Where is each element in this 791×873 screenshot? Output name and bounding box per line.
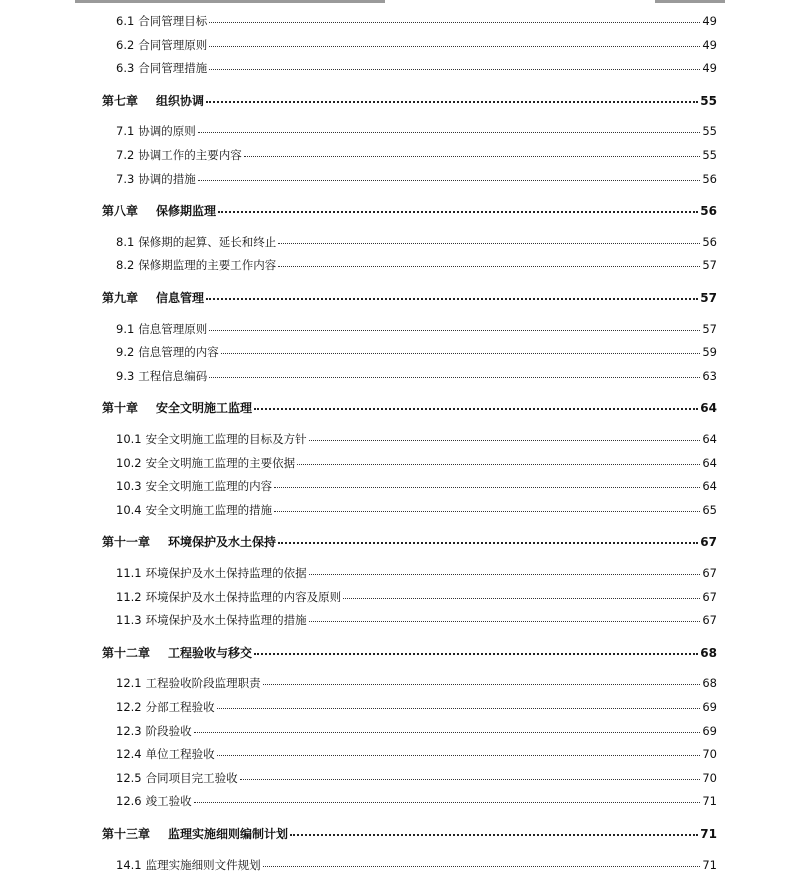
toc-section-entry[interactable] [116,455,717,471]
toc-section-entry[interactable] [116,431,717,447]
toc-entry-number: 6.2 [116,37,135,52]
toc-dot-leader [254,653,698,655]
toc-page-number: 67 [702,589,717,604]
toc-dot-leader [274,487,700,488]
toc-dot-leader [198,180,701,181]
toc-entry-title: 安全文明施工监理的内容 [145,479,273,494]
toc-page-number: 55 [702,148,717,162]
toc-entry-number: 9.1 [116,321,135,336]
toc-dot-leader [309,440,701,441]
toc-entry-number: 8.2 [116,258,135,273]
toc-page-number: 67 [702,613,717,628]
page-header-line [0,0,791,4]
toc-entry-title: 安全文明施工监理的措施 [145,502,273,517]
toc-page-number: 69 [702,700,717,714]
toc-entry-number: 12.1 [116,676,142,691]
toc-section-entry[interactable] [116,344,717,360]
toc-entry-title: 信息管理 [156,291,205,305]
toc-page-number: 67 [702,566,717,580]
toc-entry-title: 工程信息编码 [138,368,208,383]
toc-section-entry[interactable] [116,857,717,873]
toc-page-number: 68 [702,676,717,691]
toc-entry-number: 12.6 [116,794,142,809]
toc-chapter-entry[interactable] [102,533,717,550]
toc-dot-leader [206,101,698,103]
toc-page-number: 49 [702,14,717,28]
toc-page-number: 57 [702,258,717,273]
toc-section-entry[interactable] [116,147,717,163]
toc-page-number: 71 [702,857,717,872]
toc-page-number: 68 [700,645,717,660]
toc-section-entry[interactable] [116,13,717,29]
toc-entry-number: 11.3 [116,613,142,628]
toc-section-entry[interactable] [116,321,717,337]
toc-entry-title: 信息管理的内容 [138,345,219,360]
toc-entry-number: 11.1 [116,566,142,580]
toc-page-number: 56 [702,171,717,186]
toc-entry-number: 12.5 [116,770,142,785]
toc-entry-title: 环境保护及水土保持 [168,535,277,550]
toc-entry-number: 10.1 [116,432,142,446]
toc-dot-leader [206,298,698,300]
toc-section-entry[interactable] [116,612,717,628]
toc-chapter-entry[interactable] [102,644,717,661]
toc-page-number: 67 [700,535,717,550]
toc-entry-title: 保修期监理 [156,204,217,219]
toc-section-entry[interactable] [116,171,717,187]
toc-entry-number: 第十章 [102,401,139,416]
toc-entry-number: 8.1 [116,234,135,249]
toc-dot-leader [209,330,700,331]
toc-chapter-entry[interactable] [102,289,717,306]
toc-entry-number: 12.3 [116,723,142,738]
toc-section-entry[interactable] [116,37,717,53]
toc-page-number: 64 [702,455,717,470]
toc-page-number: 57 [700,291,717,305]
toc-dot-leader [244,156,701,157]
toc-page-number: 49 [702,37,717,52]
toc-page-number: 64 [702,432,717,446]
toc-section-entry[interactable] [116,565,717,581]
toc-page-number: 69 [702,723,717,738]
toc-entry-title: 信息管理原则 [138,321,208,336]
toc-entry-title: 阶段验收 [145,723,192,738]
toc-entry-title: 安全文明施工监理的主要依据 [145,455,296,470]
toc-dot-leader [263,684,701,685]
toc-dot-leader [209,22,700,23]
toc-entry-title: 合同管理目标 [138,14,208,28]
toc-entry-number: 第七章 [102,93,139,108]
toc-entry-title: 保修期监理的主要工作内容 [138,258,277,273]
toc-section-entry[interactable] [116,478,717,494]
toc-chapter-entry[interactable] [102,92,717,109]
toc-entry-title: 合同项目完工验收 [145,770,238,785]
toc-page-number: 59 [702,345,717,360]
toc-section-entry[interactable] [116,60,717,76]
toc-page-number: 71 [702,794,717,809]
toc-entry-number: 7.3 [116,171,135,186]
toc-entry-number: 10.3 [116,479,142,494]
toc-dot-leader [278,243,700,244]
toc-entry-number: 第十一章 [102,535,151,550]
toc-section-entry[interactable] [116,257,717,273]
toc-page-number: 65 [702,502,717,517]
toc-entry-number: 11.2 [116,589,142,604]
toc-section-entry[interactable] [116,746,717,762]
toc-entry-number: 7.1 [116,124,135,139]
toc-dot-leader [221,353,701,354]
toc-section-entry[interactable] [116,234,717,250]
toc-entry-title: 分部工程验收 [145,700,215,714]
toc-entry-title: 环境保护及水土保持监理的措施 [145,613,307,628]
toc-dot-leader [209,377,700,378]
toc-entry-title: 协调的原则 [138,124,196,139]
toc-dot-leader [218,211,698,213]
toc-section-entry[interactable] [116,675,717,691]
toc-entry-number: 第八章 [102,204,139,219]
toc-entry-title: 保修期的起算、延长和终止 [138,234,277,249]
toc-page-number: 71 [700,827,717,841]
toc-entry-title: 工程验收与移交 [168,645,253,660]
toc-page-number: 49 [702,61,717,76]
toc-dot-leader [278,542,698,544]
toc-section-entry[interactable] [116,793,717,809]
toc-entry-title: 合同管理原则 [138,37,208,52]
toc-entry-number: 12.4 [116,747,142,762]
toc-dot-leader [217,708,701,709]
toc-entry-number: 第十三章 [102,827,151,841]
toc-entry-number: 第十二章 [102,645,151,660]
toc-dot-leader [278,266,700,267]
toc-page-number: 70 [702,747,717,762]
toc-entry-number: 14.1 [116,857,142,872]
toc-entry-number: 10.4 [116,502,142,517]
toc-entry-number: 7.2 [116,148,135,162]
toc-section-entry[interactable] [116,502,717,518]
toc-dot-leader [297,464,700,465]
header-text-fragment-right [655,0,725,3]
toc-dot-leader [194,732,701,733]
toc-entry-number: 12.2 [116,700,142,714]
toc-entry-title: 合同管理措施 [138,61,208,76]
toc-entry-title: 环境保护及水土保持监理的内容及原则 [145,589,342,604]
toc-page-number: 55 [700,93,717,108]
toc-dot-leader [274,511,700,512]
toc-section-entry[interactable] [116,770,717,786]
toc-page-number: 56 [700,204,717,219]
toc-entry-number: 10.2 [116,455,142,470]
toc-dot-leader [309,574,701,575]
toc-chapter-entry[interactable] [102,825,717,842]
toc-dot-leader [240,779,701,780]
toc-dot-leader [309,621,701,622]
toc-chapter-entry[interactable] [102,399,717,416]
toc-section-entry[interactable] [116,723,717,739]
toc-entry-title: 工程验收阶段监理职责 [145,676,261,691]
toc-dot-leader [254,408,698,410]
toc-page-number: 64 [700,401,717,416]
toc-entry-number: 6.1 [116,14,135,28]
toc-entry-title: 安全文明施工监理的目标及方针 [145,432,307,446]
toc-section-entry[interactable] [116,123,717,139]
toc-page-number: 70 [702,770,717,785]
toc-page-number: 63 [702,368,717,383]
toc-entry-title: 组织协调 [156,93,205,108]
header-text-fragment [75,0,385,3]
toc-page-number: 55 [702,124,717,139]
toc-dot-leader [194,802,701,803]
toc-section-entry[interactable] [116,368,717,384]
toc-entry-title: 协调工作的主要内容 [138,148,242,162]
toc-entry-number: 9.2 [116,345,135,360]
toc-section-entry[interactable] [116,699,717,715]
toc-entry-title: 监理实施细则文件规划 [145,857,261,872]
toc-entry-title: 监理实施细则编制计划 [168,827,289,841]
toc-dot-leader [290,834,698,836]
toc-section-entry[interactable] [116,589,717,605]
toc-entry-title: 环境保护及水土保持监理的依据 [145,566,307,580]
toc-entry-number: 第九章 [102,291,139,305]
toc-entry-title: 安全文明施工监理 [156,401,253,416]
toc-page-number: 56 [702,234,717,249]
toc-dot-leader [209,46,700,47]
toc-entry-number: 6.3 [116,61,135,76]
toc-page-number: 57 [702,321,717,336]
toc-dot-leader [209,69,700,70]
toc-dot-leader [343,598,700,599]
toc-page-number: 64 [702,479,717,494]
toc-entry-title: 协调的措施 [138,171,196,186]
toc-entry-title: 竣工验收 [145,794,192,809]
toc-chapter-entry[interactable] [102,202,717,219]
toc-entry-title: 单位工程验收 [145,747,215,762]
toc-dot-leader [217,755,701,756]
toc-entry-number: 9.3 [116,368,135,383]
toc-dot-leader [198,132,701,133]
